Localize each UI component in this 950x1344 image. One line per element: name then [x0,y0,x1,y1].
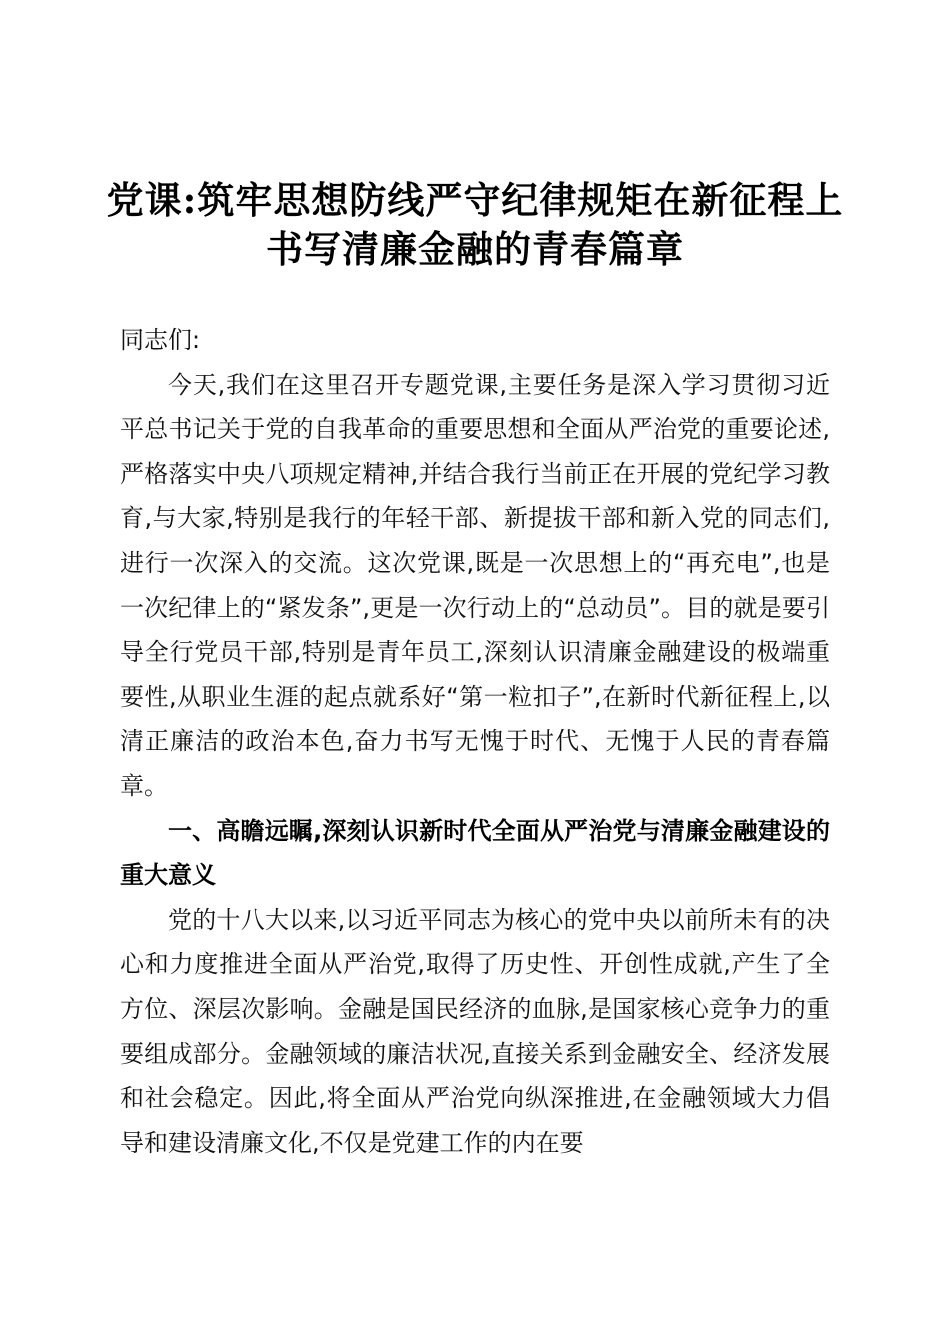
title-line-2: 书写清廉金融的青春篇章 [266,227,684,271]
paragraph-section-1: 党的十八大以来,以习近平同志为核心的党中央以前所未有的决心和力度推进全面从严治党,取得了历史性、开创性成就,产生了全方位、深层次影响。金融是国民经济的血脉,是国家核心竞争力的重要组成部分。金融领域的廉洁状况,直接关系到金融安全、经济发展和社会稳定。因此,将全面从严治党向纵深推进,在金融领域大力倡导和建设清廉文化,不仅是党建工作的内在要 [120,905,830,1157]
document-body [120,318,830,1165]
title-line-1: 党课:筑牢思想防线严守纪律规矩在新征程上 [106,178,844,222]
salutation: 同志们: [120,326,201,354]
section-heading-1: 一、高瞻远瞩,深刻认识新时代全面从严治党与清廉金融建设的重大意义 [120,816,830,890]
paragraph-intro: 今天,我们在这里召开专题党课,主要任务是深入学习贯彻习近平总书记关于党的自我革命的重要思想和全面从严治党的重要论述,严格落实中央八项规定精神,并结合我行当前正在开展的党纪学习教育,与大家,特别是我行的年轻干部、新提拔干部和新入党的同志们,进行一次深入的交流。这次党课,既是一次思想上的“再充电”,也是一次纪律上的“紧发条”,更是一次行动上的“总动员”。目的就是要引导全行党员干部,特别是青年员工,深刻认识清廉金融建设的极端重要性,从职业生涯的起点就系好“第一粒扣子”,在新时代新征程上,以清正廉洁的政治本色,奋力书写无愧于时代、无愧于人民的青春篇章。 [120,370,830,800]
document-title [100,176,850,274]
